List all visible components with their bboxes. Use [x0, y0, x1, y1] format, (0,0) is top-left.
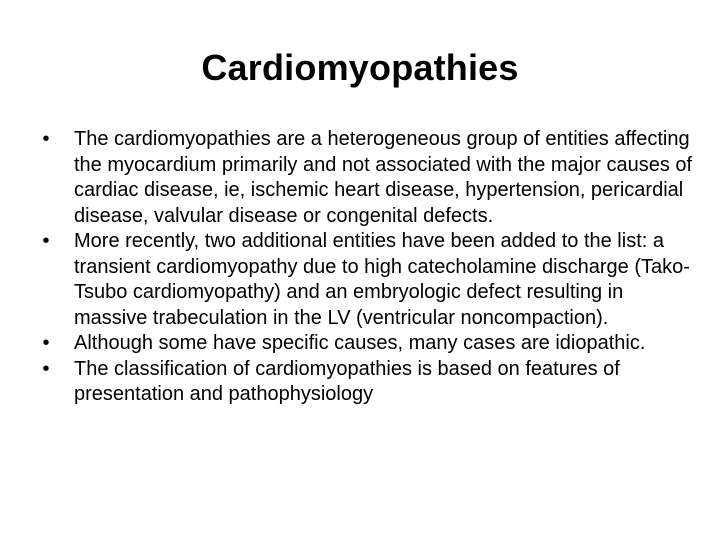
bullet-item [36, 357, 696, 408]
bullet-dot-icon: • [42, 128, 50, 150]
bullet-text: Although some have specific causes, many cases are idiopathic. [74, 332, 646, 354]
bullet-dot-icon: • [42, 332, 50, 354]
bullet-text: The cardiomyopathies are a heterogeneous group of entities affecting the myocardium primarily and not associated with the major causes of cardiac disease, ie, ischemic heart disease, hypertension, pericardial disease, valvular disease or congenital defects. [74, 128, 693, 227]
bullet-dot-icon: • [42, 230, 50, 252]
slide-title: Cardiomyopathies [201, 47, 519, 88]
bullet-item [36, 229, 696, 331]
bullet-item [36, 331, 696, 357]
bullet-text: The classification of cardiomyopathies is based on features of presentation and pathophysiology [74, 357, 620, 405]
bullet-list [36, 127, 696, 408]
bullet-item [36, 127, 696, 229]
bullet-text: More recently, two additional entities have been added to the list: a transient cardiomyopathy due to high catecholamine discharge (Tako-Tsubo cardiomyopathy) and an embryologic defect resulting in massive trabeculation in the LV (ventricular noncompaction). [74, 230, 690, 329]
bullet-dot-icon: • [42, 357, 50, 380]
